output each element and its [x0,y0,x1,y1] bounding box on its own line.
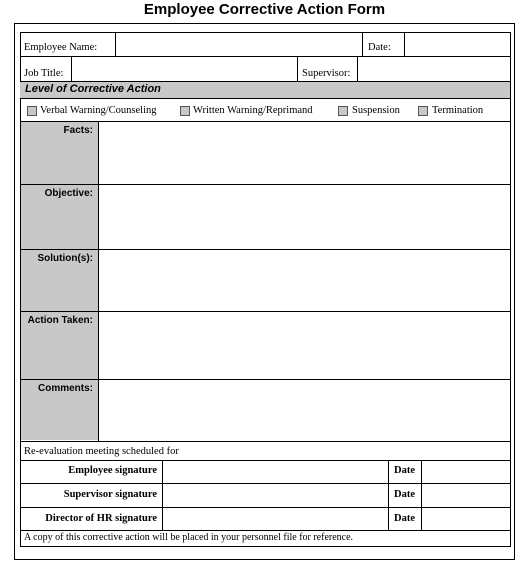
level-heading [20,81,510,99]
divider [297,56,298,81]
form-title: Employee Corrective Action Form [143,1,386,18]
section-field[interactable] [99,122,510,184]
section-label: Facts: [63,125,93,136]
option-label: Termination [432,105,484,116]
job-title-label: Job Title: [24,68,64,79]
section-field[interactable] [99,185,510,249]
signature-field[interactable] [163,461,388,483]
option-label: Suspension [352,105,400,116]
signature-date-label: Date [394,489,415,500]
job-title-field[interactable] [72,57,297,81]
divider [388,460,389,530]
section-label: Solution(s): [37,253,93,264]
option-checkbox[interactable] [180,106,190,116]
supervisor-label: Supervisor: [302,68,351,79]
section-field[interactable] [99,312,510,379]
option-label: Verbal Warning/Counseling [40,105,157,116]
employee-name-field[interactable] [116,33,362,56]
signature-field[interactable] [163,484,388,507]
level-heading-text: Level of Corrective Action [25,83,161,95]
option-checkbox[interactable] [418,106,428,116]
option-checkbox[interactable] [27,106,37,116]
signature-label: Director of HR signature [45,513,157,524]
footer-note: A copy of this corrective action will be placed in your personnel file for reference. [24,532,354,543]
divider [20,441,511,442]
option-checkbox[interactable] [338,106,348,116]
option-label: Written Warning/Reprimand [193,105,313,116]
divider [362,32,363,56]
signature-label: Supervisor signature [63,489,157,500]
date-label: Date: [368,42,391,53]
signature-field[interactable] [163,508,388,530]
signature-date-field[interactable] [422,484,510,507]
section-label: Objective: [44,188,93,199]
signature-date-field[interactable] [422,508,510,530]
reevaluation-label: Re-evaluation meeting scheduled for [24,446,179,457]
signature-label: Employee signature [68,465,157,476]
section-field[interactable] [99,250,510,311]
employee-name-label: Employee Name: [24,42,98,53]
section-label: Comments: [37,383,93,394]
signature-date-label: Date [394,465,415,476]
signature-date-label: Date [394,513,415,524]
signature-date-field[interactable] [422,461,510,483]
section-field[interactable] [99,380,510,441]
section-label: Action Taken: [27,315,93,326]
date-field[interactable] [405,33,510,56]
supervisor-field[interactable] [358,57,510,81]
